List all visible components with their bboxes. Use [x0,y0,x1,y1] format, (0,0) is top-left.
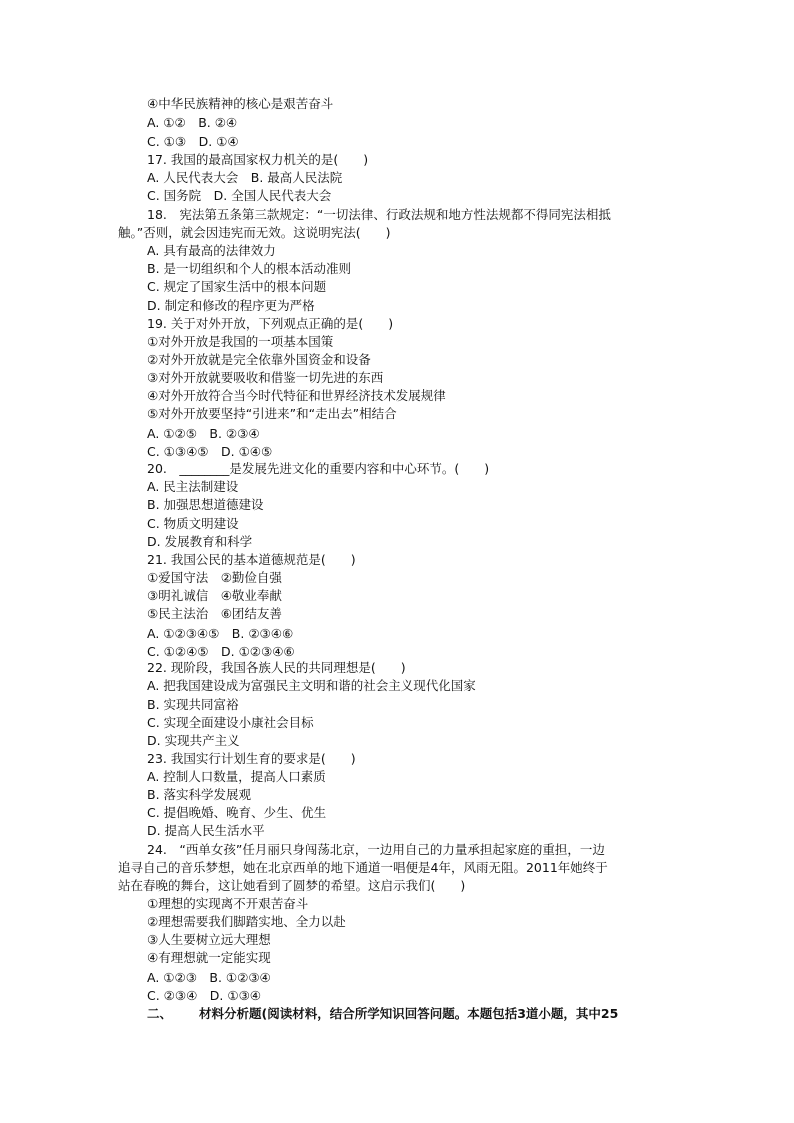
text-line: C. ②③④ D. ①③④ [147,988,261,1003]
text-line: A. 把我国建设成为富强民主文明和谐的社会主义现代化国家 [147,678,476,693]
text-line: ③对外开放就要吸收和借鉴一切先进的东西 [147,370,384,385]
text-line: A. 控制人口数量，提高人口素质 [147,769,326,784]
text-line: ②对外开放就是完全依靠外国资金和设备 [147,352,371,367]
text-line: 19. 关于对外开放，下列观点正确的是( ) [147,316,394,331]
text-line: C. 规定了国家生活中的根本问题 [147,279,327,294]
text-line: 触。”否则，就会因违宪而无效。这说明宪法( ) [118,225,391,240]
text-line: ④对外开放符合当今时代特征和世界经济技术发展规律 [147,388,446,403]
text-line: D. 制定和修改的程序更为严格 [147,298,315,313]
text-line: 22. 现阶段，我国各族人民的共同理想是( ) [147,660,406,675]
text-line: 追寻自己的音乐梦想，她在北京西单的地下通道一唱便是4年，风雨无阻。2011年她终于 [118,860,608,875]
text-line: 23. 我国实行计划生育的要求是( ) [147,751,356,766]
text-line: ⑤对外开放要坚持“引进来”和“走出去”相结合 [147,406,397,421]
text-line: A. 民主法制建设 [147,479,239,494]
text-line: 21. 我国公民的基本道德规范是( ) [147,552,356,567]
text-line: ④中华民族精神的核心是艰苦奋斗 [147,96,334,111]
text-line: C. ①③ D. ①④ [147,134,239,149]
text-line: ①理想的实现离不开艰苦奋斗 [147,896,309,911]
text-line: B. 加强思想道德建设 [147,497,264,512]
text-line: D. 提高人民生活水平 [147,823,265,838]
text-line: ③明礼诚信 ④敬业奉献 [147,588,282,603]
text-line: C. 国务院 D. 全国人民代表大会 [147,188,332,203]
text-line: C. 实现全面建设小康社会目标 [147,715,314,730]
text-line: C. 物质文明建设 [147,516,239,531]
text-line: C. ①②④⑤ D. ①②③④⑥ [147,644,295,659]
text-line: ⑤民主法治 ⑥团结友善 [147,606,282,621]
section-number: 二、 [147,1006,173,1021]
section-title: 材料分析题(阅读材料，结合所学知识回答问题。本题包括3道小题，其中25 [199,1006,619,1021]
text-line: D. 实现共产主义 [147,733,240,748]
text-line: 站在春晚的舞台，这让她看到了圆梦的希望。这启示我们( ) [118,878,466,893]
text-line: A. ①②⑤ B. ②③④ [147,426,260,441]
text-line: ④有理想就一定能实现 [147,950,271,965]
text-line: A. 人民代表大会 B. 最高人民法院 [147,170,343,185]
text-line: ②理想需要我们脚踏实地、全力以赴 [147,914,346,929]
text-line: 17. 我国的最高国家权力机关的是( ) [147,152,369,167]
text-line: ①对外开放是我国的一项基本国策 [147,334,334,349]
text-line: 20. ________是发展先进文化的重要内容和中心环节。( ) [147,461,490,476]
text-line: C. ①③④⑤ D. ①④⑤ [147,444,273,459]
text-line: A. ①②③ B. ①②③④ [147,970,271,985]
text-line: 24. “西单女孩”任月丽只身闯荡北京，一边用自己的力量承担起家庭的重担，一边 [147,842,605,857]
text-line: D. 发展教育和科学 [147,534,253,549]
text-line: A. ①②③④⑤ B. ②③④⑥ [147,626,294,641]
text-line: A. ①② B. ②④ [147,115,238,130]
text-line: B. 实现共同富裕 [147,697,239,712]
text-line: B. 是一切组织和个人的根本活动准则 [147,261,352,276]
text-line: ①爱国守法 ②勤俭自强 [147,570,282,585]
text-line: 18. 宪法第五条第三款规定：“一切法律、行政法规和地方性法规都不得同宪法相抵 [147,207,611,222]
text-line: C. 提倡晚婚、晚育、少生、优生 [147,805,327,820]
text-line: B. 落实科学发展观 [147,787,252,802]
text-line: A. 具有最高的法律效力 [147,243,276,258]
text-line: ③人生要树立远大理想 [147,932,271,947]
